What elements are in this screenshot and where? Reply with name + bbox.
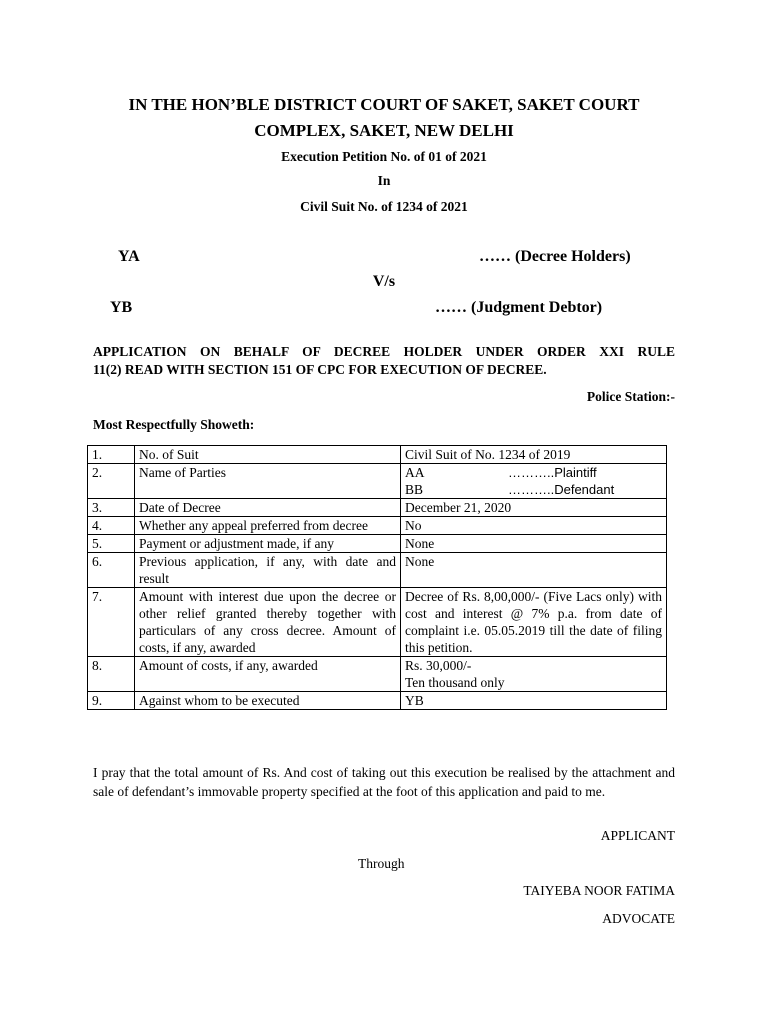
table-row xyxy=(88,517,667,535)
costs-amount-words: Ten thousand only xyxy=(405,675,505,690)
in-label: In xyxy=(377,173,391,188)
party-entry xyxy=(401,464,666,481)
judgment-debtor-name: YB xyxy=(110,299,133,316)
row-number: 2. xyxy=(88,464,135,499)
row-value: December 21, 2020 xyxy=(401,499,667,517)
decree-holder-role: …… (Decree Holders) xyxy=(479,248,631,265)
row-label: Whether any appeal preferred from decree xyxy=(135,517,401,535)
row-number: 3. xyxy=(88,499,135,517)
defendant-name: BB xyxy=(405,482,424,497)
row-value: None xyxy=(401,553,667,588)
civil-suit-number: Civil Suit No. of 1234 of 2021 xyxy=(300,199,468,214)
table-row xyxy=(88,535,667,553)
plaintiff-name: AA xyxy=(405,465,425,480)
row-value: No xyxy=(401,517,667,535)
defendant-role: ………..Defendant xyxy=(508,482,615,497)
row-label: Payment or adjustment made, if any xyxy=(135,535,401,553)
court-title-line2: COMPLEX, SAKET, NEW DELHI xyxy=(254,121,514,140)
row-label: Amount with interest due upon the decree or other relief granted thereby together with particulars of any cross decree. Amount of costs, if any, awarded xyxy=(135,588,401,657)
row-number: 4. xyxy=(88,517,135,535)
court-title-line1: IN THE HON’BLE DISTRICT COURT OF SAKET, SAKET COURT xyxy=(128,95,640,114)
table-row xyxy=(88,464,667,499)
details-table xyxy=(87,445,667,710)
row-value xyxy=(401,464,667,499)
showeth-label: Most Respectfully Showeth: xyxy=(93,417,255,432)
decree-holder-name: YA xyxy=(118,248,140,265)
application-heading xyxy=(93,343,675,379)
table-row xyxy=(88,588,667,657)
plaintiff-role: ………..Plaintiff xyxy=(508,465,597,480)
row-value: Civil Suit of No. 1234 of 2019 xyxy=(401,446,667,464)
row-label: Amount of costs, if any, awarded xyxy=(135,657,401,692)
through-label: Through xyxy=(358,856,405,871)
costs-amount: Rs. 30,000/- xyxy=(405,658,472,673)
row-value: None xyxy=(401,535,667,553)
row-label: Name of Parties xyxy=(135,464,401,499)
row-label: No. of Suit xyxy=(135,446,401,464)
applicant-label: APPLICANT xyxy=(600,828,675,843)
row-number: 8. xyxy=(88,657,135,692)
row-number: 6. xyxy=(88,553,135,588)
table-row xyxy=(88,657,667,692)
judgment-debtor-role: …… (Judgment Debtor) xyxy=(435,299,603,316)
party-entry xyxy=(401,481,666,498)
table-row xyxy=(88,692,667,710)
row-label: Previous application, if any, with date and result xyxy=(135,553,401,588)
advocate-name: TAIYEBA NOOR FATIMA xyxy=(523,883,675,898)
police-station-label: Police Station:- xyxy=(586,389,675,404)
execution-petition-number: Execution Petition No. of 01 of 2021 xyxy=(281,149,487,164)
table-row xyxy=(88,446,667,464)
row-label: Date of Decree xyxy=(135,499,401,517)
row-number: 9. xyxy=(88,692,135,710)
prayer-paragraph: I pray that the total amount of Rs. And cost of taking out this execution be realised by the attachment and sale of defendant’s immovable property specified at the foot of this application and paid to me. xyxy=(93,765,675,799)
table-row xyxy=(88,499,667,517)
table-row xyxy=(88,553,667,588)
row-value: YB xyxy=(401,692,667,710)
row-number: 5. xyxy=(88,535,135,553)
application-heading-line2: 11(2) READ WITH SECTION 151 OF CPC FOR EXECUTION OF DECREE. xyxy=(93,362,547,377)
row-value xyxy=(401,657,667,692)
row-label: Against whom to be executed xyxy=(135,692,401,710)
advocate-title: ADVOCATE xyxy=(602,911,675,926)
application-heading-line1: APPLICATION ON BEHALF OF DECREE HOLDER UNDER ORDER XXI RULE xyxy=(93,344,675,359)
row-number: 7. xyxy=(88,588,135,657)
row-value: Decree of Rs. 8,00,000/- (Five Lacs only) with cost and interest @ 7% p.a. from date of complaint i.e. 05.05.2019 till the date of filing this petition. xyxy=(401,588,667,657)
versus-label: V/s xyxy=(372,273,396,290)
row-number: 1. xyxy=(88,446,135,464)
